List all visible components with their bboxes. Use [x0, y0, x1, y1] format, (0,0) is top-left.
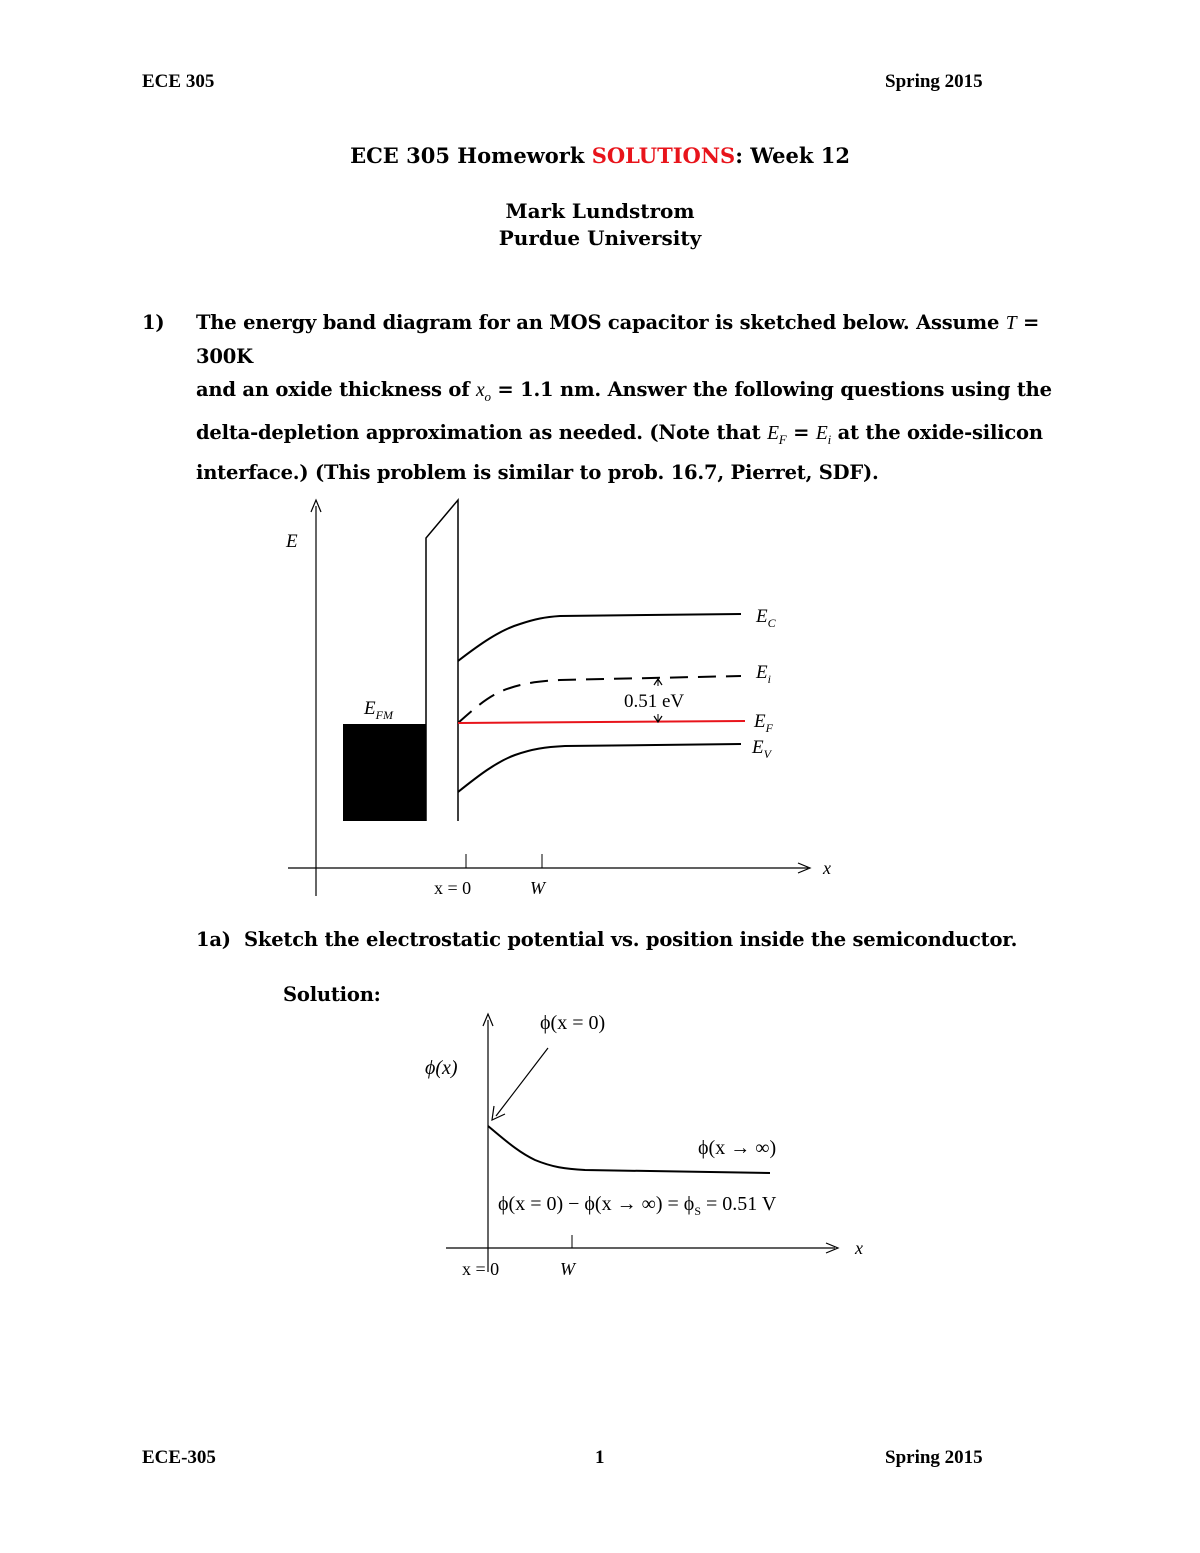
- footer-term: Spring 2015: [885, 1447, 983, 1468]
- oxide-subscript: o: [484, 388, 491, 404]
- ef-symbol: E: [767, 422, 779, 444]
- pointer-line: [496, 1048, 548, 1116]
- w-label: W: [530, 878, 545, 898]
- ef-label: $E_F$: [754, 711, 773, 735]
- affiliation: Purdue University: [498, 226, 702, 250]
- problem-line-1: [196, 306, 1076, 373]
- valence-band: [458, 744, 741, 792]
- title-suffix: : Week 12: [735, 143, 850, 168]
- x-axis-2-label: x: [855, 1238, 863, 1258]
- line2-tail: = 1.1 nm. Answer the following questions using the: [490, 378, 1052, 401]
- line3-text: delta-depletion approximation as needed. (Note that: [196, 420, 768, 444]
- gap-label: 0.51 eV: [624, 691, 685, 712]
- ei-symbol: E: [815, 422, 828, 444]
- part-1a-text: Sketch the electrostatic potential vs. position inside the semiconductor.: [244, 928, 1018, 951]
- x0-label: x = 0: [434, 878, 472, 898]
- header-course: ECE 305: [142, 71, 215, 92]
- problem-line-4: interface.) (This problem is similar to prob. 16.7, Pierret, SDF).: [196, 460, 879, 484]
- phi0-label: ϕ(x = 0): [540, 1012, 606, 1034]
- solution-label: Solution:: [283, 983, 381, 1006]
- problem-line-3: [196, 416, 1076, 456]
- ei-label: $E_i$: [756, 662, 771, 686]
- metal-block: [343, 724, 426, 821]
- ei-subscript: i: [827, 431, 831, 447]
- page-title: [0, 143, 1200, 168]
- line1-text: The energy band diagram for an MOS capacitor is sketched below. Assume: [196, 311, 1006, 334]
- temp-symbol: T: [1005, 313, 1017, 334]
- header-term: Spring 2015: [885, 71, 983, 92]
- phi-inf-label: ϕ(x → ∞): [698, 1137, 777, 1159]
- potential-diagram: [0, 1000, 1200, 1290]
- line2-text: and an oxide thickness of: [196, 378, 476, 401]
- energy-axis-label: E: [286, 531, 298, 552]
- efm-label: $E_{FM}$: [364, 698, 393, 722]
- fermi-level: [458, 721, 745, 723]
- footer-course: ECE-305: [142, 1447, 216, 1468]
- problem-text: [196, 306, 1076, 489]
- title-prefix: ECE 305 Homework: [350, 143, 592, 168]
- page-number: 1: [595, 1447, 605, 1468]
- line1-tail: = 300K: [196, 311, 1040, 368]
- part-1a-label: 1a): [196, 928, 231, 951]
- x0-label-2: x = 0: [462, 1259, 500, 1279]
- equals-sign: =: [786, 420, 816, 444]
- intrinsic-level: [458, 676, 741, 723]
- problem-number: 1): [142, 311, 165, 334]
- problem-line-2: [196, 373, 1076, 413]
- potential-equation: ϕ(x = 0) − ϕ(x → ∞) = $\phi_S = 0.51$ V: [498, 1193, 777, 1218]
- part-1a: [196, 923, 1017, 956]
- author: Mark Lundstrom: [505, 199, 695, 223]
- ev-label: $E_V$: [752, 737, 771, 761]
- line3-tail: at the oxide-silicon: [831, 420, 1043, 444]
- title-highlight: SOLUTIONS: [591, 143, 736, 168]
- oxide-barrier: [426, 500, 458, 821]
- conduction-band: [458, 614, 741, 661]
- band-diagram: [0, 480, 1200, 910]
- w-label-2: W: [560, 1259, 575, 1279]
- phi-axis-label: ϕ(x): [425, 1057, 458, 1079]
- x-axis-label: x: [823, 858, 831, 878]
- ec-label: $E_C$: [756, 606, 776, 630]
- oxide-symbol: x: [476, 380, 485, 401]
- ef-subscript: F: [778, 431, 787, 447]
